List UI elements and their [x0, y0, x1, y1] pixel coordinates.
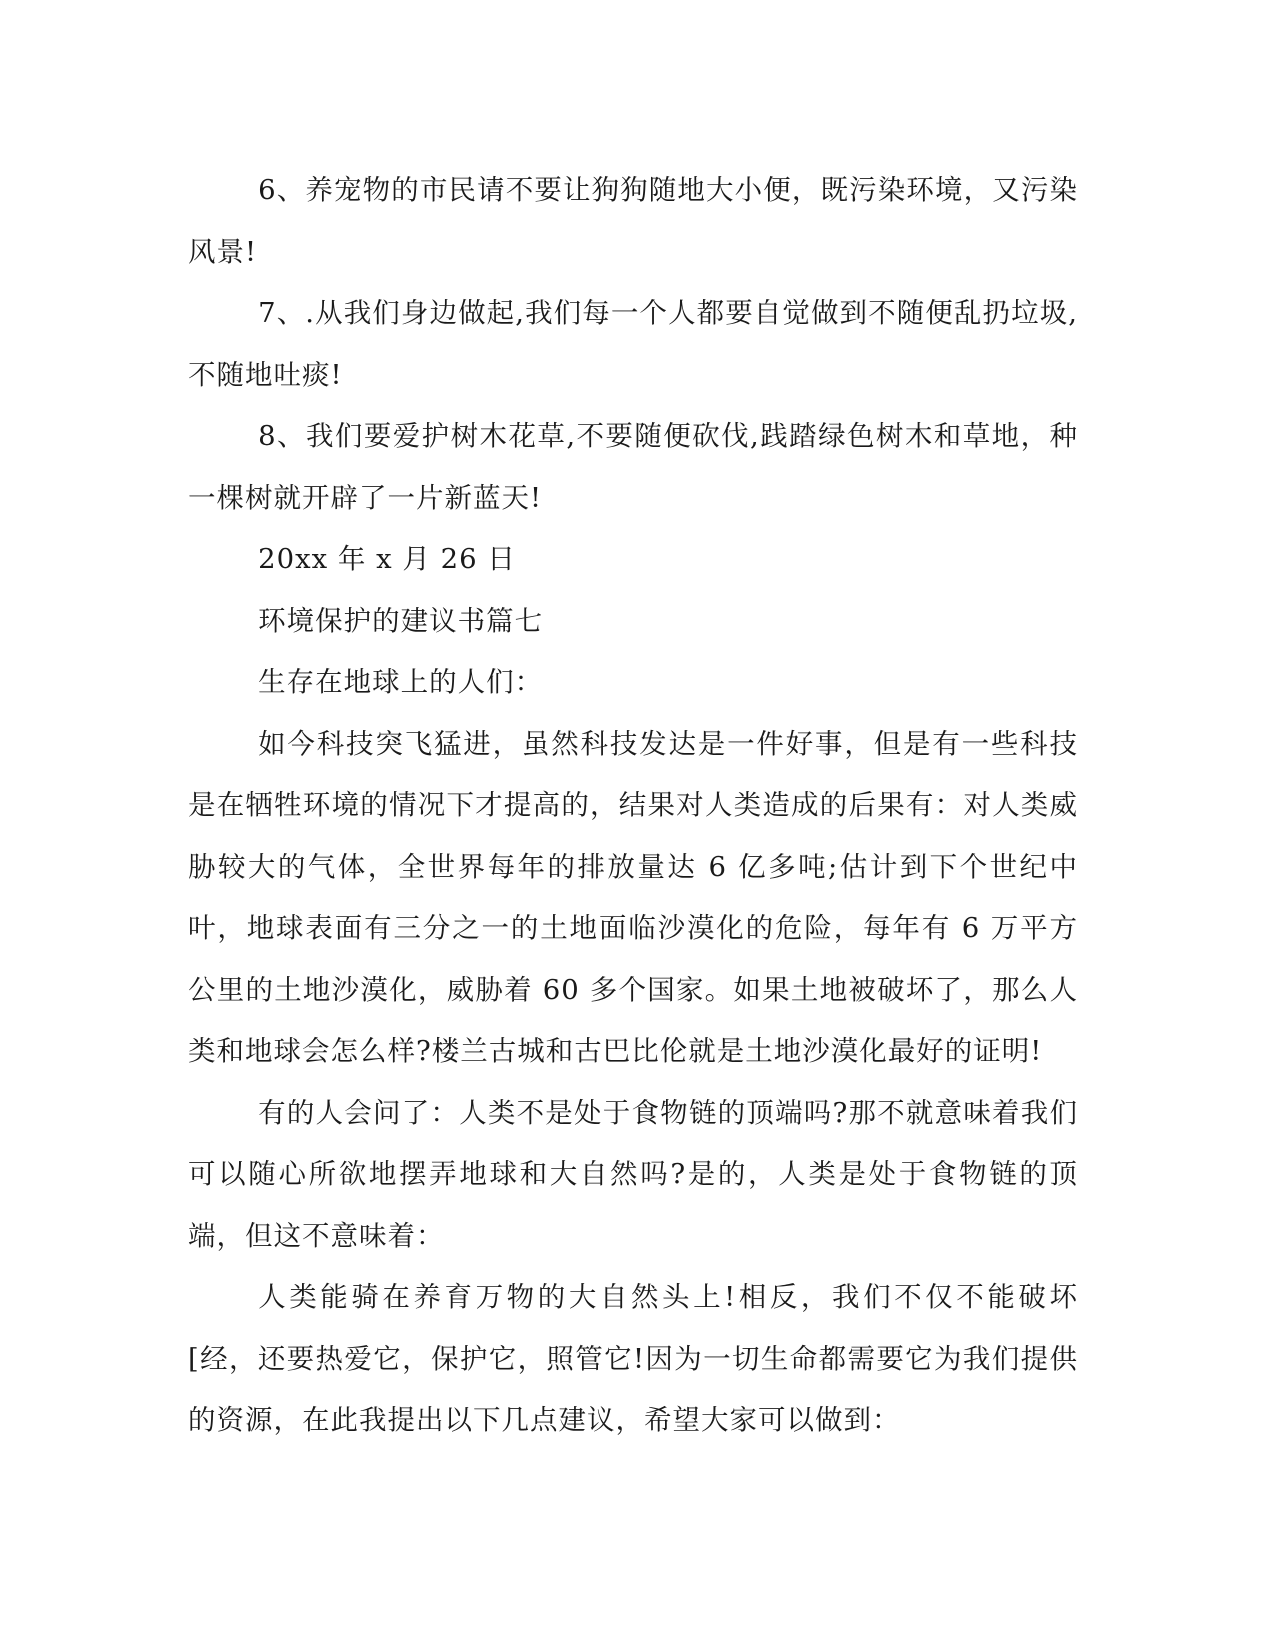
paragraph-body-1: 如今科技突飞猛进，虽然科技发达是一件好事，但是有一些科技是在牺牲环境的情况下才提高的，结果对人类造成的后果有：对人类威胁较大的气体，全世界每年的排放量达 6 亿多吨;估计到下个世纪中叶，地球表面有三分之一的土地面临沙漠化的危险，每年有 6 万平方公里的土地沙漠化，威胁着 60 多个国家。如果土地被破坏了，那么人类和地球会怎么样?楼兰古城和古巴比伦就是土地沙漠化最好的证明!	[188, 727, 1078, 1067]
paragraph-item-6: 6、养宠物的市民请不要让狗狗随地大小便，既污染环境，又污染风景!	[188, 174, 1078, 268]
date-line: 20xx 年 x 月 26 日	[258, 543, 516, 575]
paragraph-body-3: 人类能骑在养育万物的大自然头上!相反，我们不仅不能破坏[经，还要热爱它，保护它，照管它!因为一切生命都需要它为我们提供的资源，在此我提出以下几点建议，希望大家可以做到：	[188, 1281, 1078, 1436]
paragraph-item-7: 7、.从我们身边做起,我们每一个人都要自觉做到不随便乱扔垃圾,不随地吐痰!	[188, 297, 1078, 391]
paragraph-body-2: 有的人会问了：人类不是处于食物链的顶端吗?那不就意味着我们可以随心所欲地摆弄地球和大自然吗?是的，人类是处于食物链的顶端，但这不意味着：	[188, 1096, 1078, 1252]
document-body	[188, 160, 1078, 1452]
section-title: 环境保护的建议书篇七	[258, 604, 544, 637]
salutation: 生存在地球上的人们：	[258, 666, 544, 698]
paragraph-item-8: 8、我们要爱护树木花草,不要随便砍伐,践踏绿色树木和草地，种一棵树就开辟了一片新蓝天!	[188, 420, 1078, 514]
